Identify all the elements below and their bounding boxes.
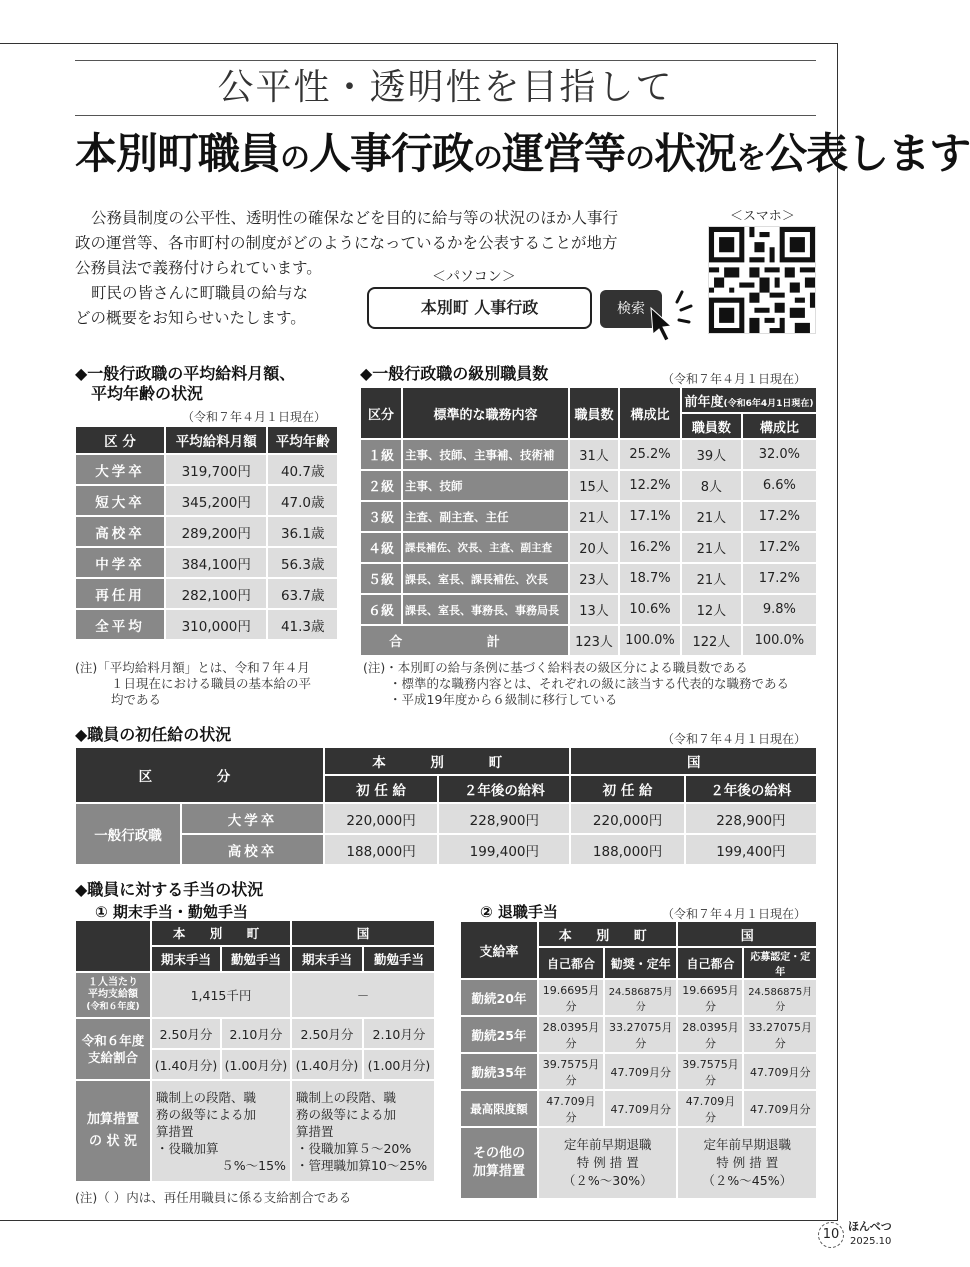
salary-header-age: 平均年齢 bbox=[268, 427, 337, 453]
retire-table: 支給率 本 別 町 国 自己都合 勧奨・定年 自己都合 応募認定・定年 勤続20年 19.6695月分 24.586875月分 19.6695月分 24.586875月分 勤続25年 28.0395月分 33.27075月分 28.0395月分 33.27075月分 勤続35年 39.7575月分 47.709月分 39.7575月分 47.709月分 最高限度額 47.709月分 47.709月分 47.709月分 47.709月分 その他の 加算措置 定年前早期退職 特 例 措 置 （２%～30%） 定年前早期退職 特 例 措 置 （２%～45%） bbox=[459, 920, 818, 1200]
table-row: １人当たり 平均支給額 (令和６年度) 1,415千円 － bbox=[76, 973, 434, 1017]
pc-label: ＜パソコン＞ bbox=[432, 269, 516, 285]
allowance-title: ◆職員に対する手当の状況 bbox=[75, 880, 264, 899]
table-row: 加算措置 の 状 況 職制上の段階、職 務の級等による加 算措置 ・役職加算 ５%～15% 職制上の段階、職 務の級等による加 算措置 ・役職加算５～20% ・管理職加算10～25% bbox=[76, 1081, 434, 1181]
bonus-table: 本 別 町 国 期末手当 勤勉手当 期末手当 勤勉手当 １人当たり 平均支給額 (令和６年度) 1,415千円 － 令和６年度 支給割合 2.50月分 2.10月分 2.50月分 2.10月分 (1.40月分) (1.00月分) (1.40月分) (1.00月分) 加算措置 の 状 況 職制上の段階、職 務の級等による加 算措置 ・役職加算 ５%～15% 職制上の段階、職 務の級等による加 算措置 ・役職加算５～20% ・管理職加算10～25% bbox=[74, 919, 436, 1183]
table-row: 一般行政職 大学卒 220,000円 228,900円 220,000円 228,900円 bbox=[76, 804, 816, 833]
search-button[interactable]: 検索 bbox=[600, 290, 662, 328]
retire-asof: （令和７年４月１日現在） bbox=[662, 907, 807, 921]
grade-notes: (注)・本別町の給与条例に基づく給料表の級区分による職員数である ・標準的な職務内容とは、それぞれの級に該当する代表的な職務である ・平成19年度から６級制に移行している bbox=[363, 660, 790, 707]
salary-asof: （令和７年４月１日現在） bbox=[182, 410, 327, 424]
page-subtitle: 公平性・透明性を目指して bbox=[75, 60, 816, 116]
salary-header-cat: 区 分 bbox=[76, 427, 164, 453]
table-row: (1.40月分) (1.00月分) (1.40月分) (1.00月分) bbox=[76, 1050, 434, 1079]
table-row: 令和６年度 支給割合 2.50月分 2.10月分 2.50月分 2.10月分 bbox=[76, 1019, 434, 1048]
intro-paragraph: 公務員制度の公平性、透明性の確保などを目的に給与等の状況のほか人事行 政の運営等、各市町村の制度がどのようになっているかを公表することが地方 公務員法で義務付けられています。 町民の皆さんに町職員の給与な どの概要をお知らせいたします。 bbox=[75, 209, 619, 327]
page-number: 10 bbox=[818, 1222, 844, 1248]
table-row: 勤続25年 28.0395月分 33.27075月分 28.0395月分 33.27075月分 bbox=[461, 1017, 816, 1052]
salary-title: ◆一般行政職の平均給料月額、 平均年齢の状況 bbox=[75, 364, 296, 403]
table-row: その他の 加算措置 定年前早期退職 特 例 措 置 （２%～30%） 定年前早期退職 特 例 措 置 （２%～45%） bbox=[461, 1128, 816, 1198]
salary-note: (注)「平均給料月額」とは、令和７年４月 １日現在における職員の基本給の平 均である bbox=[75, 660, 312, 707]
initial-table: 区 分 本 別 町 国 初 任 給 ２年後の給料 初 任 給 ２年後の給料 一般行政職 大学卒 220,000円 228,900円 220,000円 228,900円 高校卒 188,000円 199,400円 188,000円 199,400円 bbox=[74, 746, 818, 866]
table-row: ２級 主事、技師 15人 12.2% 8人 6.6% bbox=[361, 471, 816, 500]
cursor-click-icon bbox=[645, 290, 695, 345]
retire-title: ② 退職手当 bbox=[480, 903, 558, 921]
qr-label: ＜スマホ＞ bbox=[730, 209, 795, 224]
table-row: 勤続35年 39.7575月分 47.709月分 39.7575月分 47.709月分 bbox=[461, 1054, 816, 1089]
initial-title: ◆職員の初任給の状況 bbox=[75, 725, 232, 744]
brand-logo: ほんべつ bbox=[848, 1220, 892, 1233]
table-row-total: 合 計 123人 100.0% 122人 100.0% bbox=[361, 626, 816, 655]
grade-title: ◆一般行政職の級別職員数 bbox=[360, 364, 549, 383]
qr-code[interactable] bbox=[708, 226, 816, 334]
bonus-subtitle: ① 期末手当・勤勉手当 bbox=[95, 903, 248, 921]
table-row: ５級 課長、室長、課長補佐、次長 23人 18.7% 21人 17.2% bbox=[361, 564, 816, 593]
table-row: 高校卒 289,200円 36.1歳 bbox=[76, 517, 337, 546]
table-row: 最高限度額 47.709月分 47.709月分 47.709月分 47.709月分 bbox=[461, 1091, 816, 1126]
table-row: ４級 課長補佐、次長、主査、副主査 20人 16.2% 21人 17.2% bbox=[361, 533, 816, 562]
table-row: 大学卒 319,700円 40.7歳 bbox=[76, 455, 337, 484]
table-row: 全平均 310,000円 41.3歳 bbox=[76, 610, 337, 639]
table-row: 勤続20年 19.6695月分 24.586875月分 19.6695月分 24.586875月分 bbox=[461, 980, 816, 1015]
table-row: 高校卒 188,000円 199,400円 188,000円 199,400円 bbox=[76, 835, 816, 864]
grade-table: 区分 標準的な職務内容 職員数 構成比 前年度(令和6年4月1日現在) 職員数 構成比 １級 主事、技師、主事補、技術補 31人 25.2% 39人 32.0% ２級 主事、技師 15人 12.2% 8人 6.6% ３級 主査、副主査、主任 21人 17.1% 21人 17.2% ４級 課長補佐、次長、主査、副主査 20人 16.2% 21人 17.2% ５級 課長、室長、課長補佐、次長 23人 18.7% 21人 17.2% ６級 課長、室長、事務長、事務局長 13人 10.6% 12人 9.8% 合 計 123人 100.0% 122人 100.0% bbox=[359, 386, 818, 657]
table-row: ６級 課長、室長、事務長、事務局長 13人 10.6% 12人 9.8% bbox=[361, 595, 816, 624]
table-row: ３級 主査、副主査、主任 21人 17.1% 21人 17.2% bbox=[361, 502, 816, 531]
page-title: 本別町職員の人事行政の運営等の状況を公表します bbox=[75, 129, 970, 178]
salary-header-pay: 平均給料月額 bbox=[166, 427, 266, 453]
table-row: 短大卒 345,200円 47.0歳 bbox=[76, 486, 337, 515]
initial-asof: （令和７年４月１日現在） bbox=[662, 732, 807, 746]
issue-date: 2025.10 bbox=[850, 1236, 892, 1247]
table-row: １級 主事、技師、主事補、技術補 31人 25.2% 39人 32.0% bbox=[361, 440, 816, 469]
table-row: 再任用 282,100円 63.7歳 bbox=[76, 579, 337, 608]
salary-table bbox=[74, 425, 339, 641]
table-row: 中学卒 384,100円 56.3歳 bbox=[76, 548, 337, 577]
bonus-note: (注)（ ）内は、再任用職員に係る支給割合である bbox=[75, 1190, 352, 1205]
grade-asof: （令和７年４月１日現在） bbox=[662, 372, 807, 386]
search-input[interactable]: 本別町 人事行政 bbox=[367, 287, 592, 329]
